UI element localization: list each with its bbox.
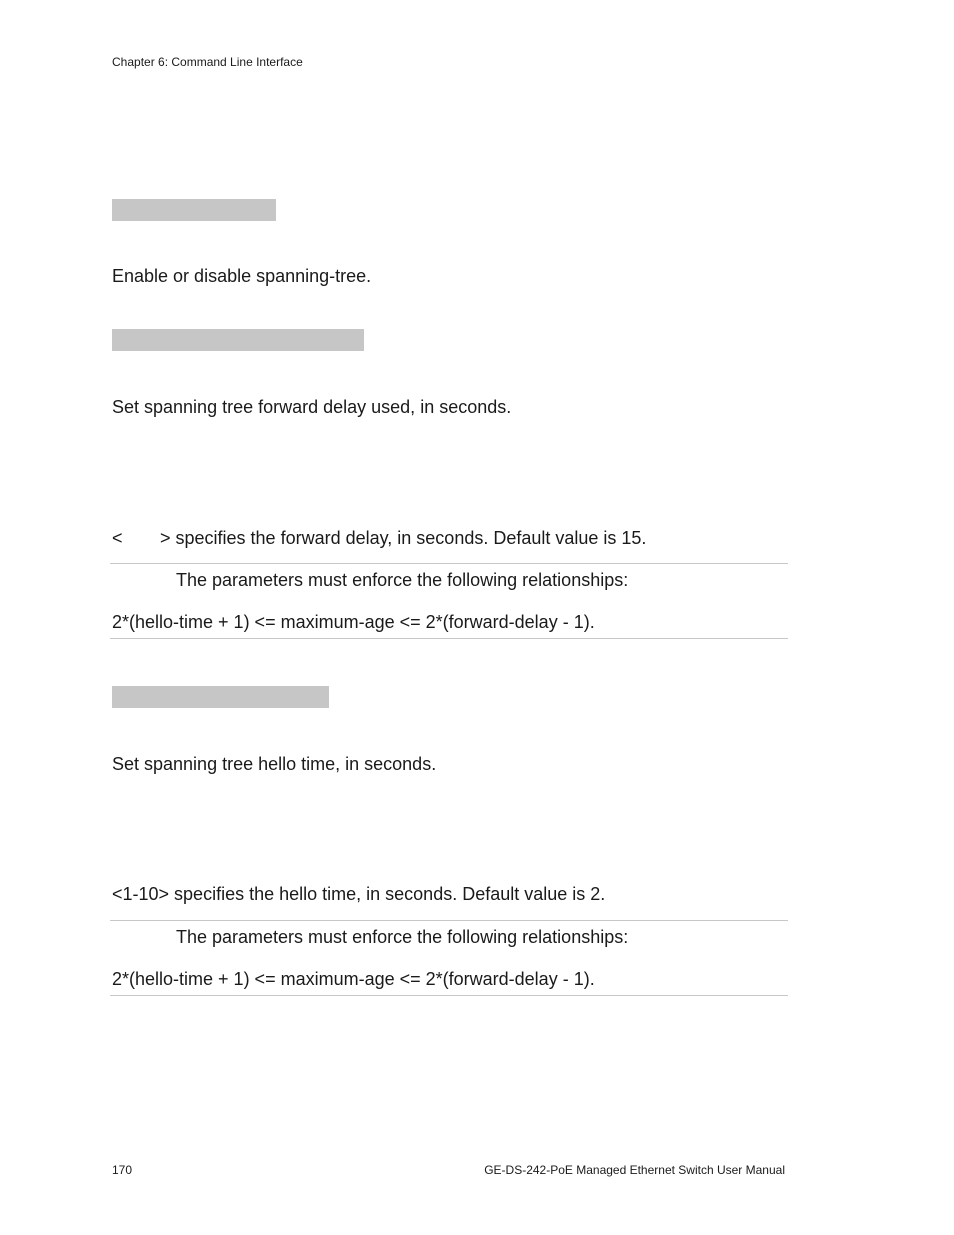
note-bottom-rule: [110, 638, 788, 639]
note-formula: 2*(hello-time + 1) <= maximum-age <= 2*(forward-delay - 1).: [112, 612, 595, 632]
chapter-header: Chapter 6: Command Line Interface: [112, 55, 303, 69]
section-description: Set spanning tree forward delay used, in seconds.: [112, 397, 512, 417]
page-number: 170: [112, 1163, 133, 1177]
section-description: Set spanning tree hello time, in seconds.: [112, 754, 437, 774]
note-text: The parameters must enforce the following relationships:: [176, 570, 629, 590]
note-bottom-rule: [110, 995, 788, 996]
section-description: Enable or disable spanning-tree.: [112, 266, 372, 286]
parameter-open-bracket: <: [112, 528, 123, 548]
command-syntax-bar: [112, 199, 276, 221]
note-formula: 2*(hello-time + 1) <= maximum-age <= 2*(forward-delay - 1).: [112, 969, 595, 989]
note-top-rule: [110, 920, 788, 921]
parameter-description: <1-10> specifies the hello time, in seconds. Default value is 2.: [112, 884, 606, 904]
note-text: The parameters must enforce the following relationships:: [176, 927, 629, 947]
note-top-rule: [110, 563, 788, 564]
manual-title: GE-DS-242-PoE Managed Ethernet Switch User Manual: [484, 1163, 785, 1177]
command-syntax-bar: [112, 329, 364, 351]
command-syntax-bar: [112, 686, 329, 708]
parameter-description: > specifies the forward delay, in seconds. Default value is 15.: [160, 528, 647, 548]
